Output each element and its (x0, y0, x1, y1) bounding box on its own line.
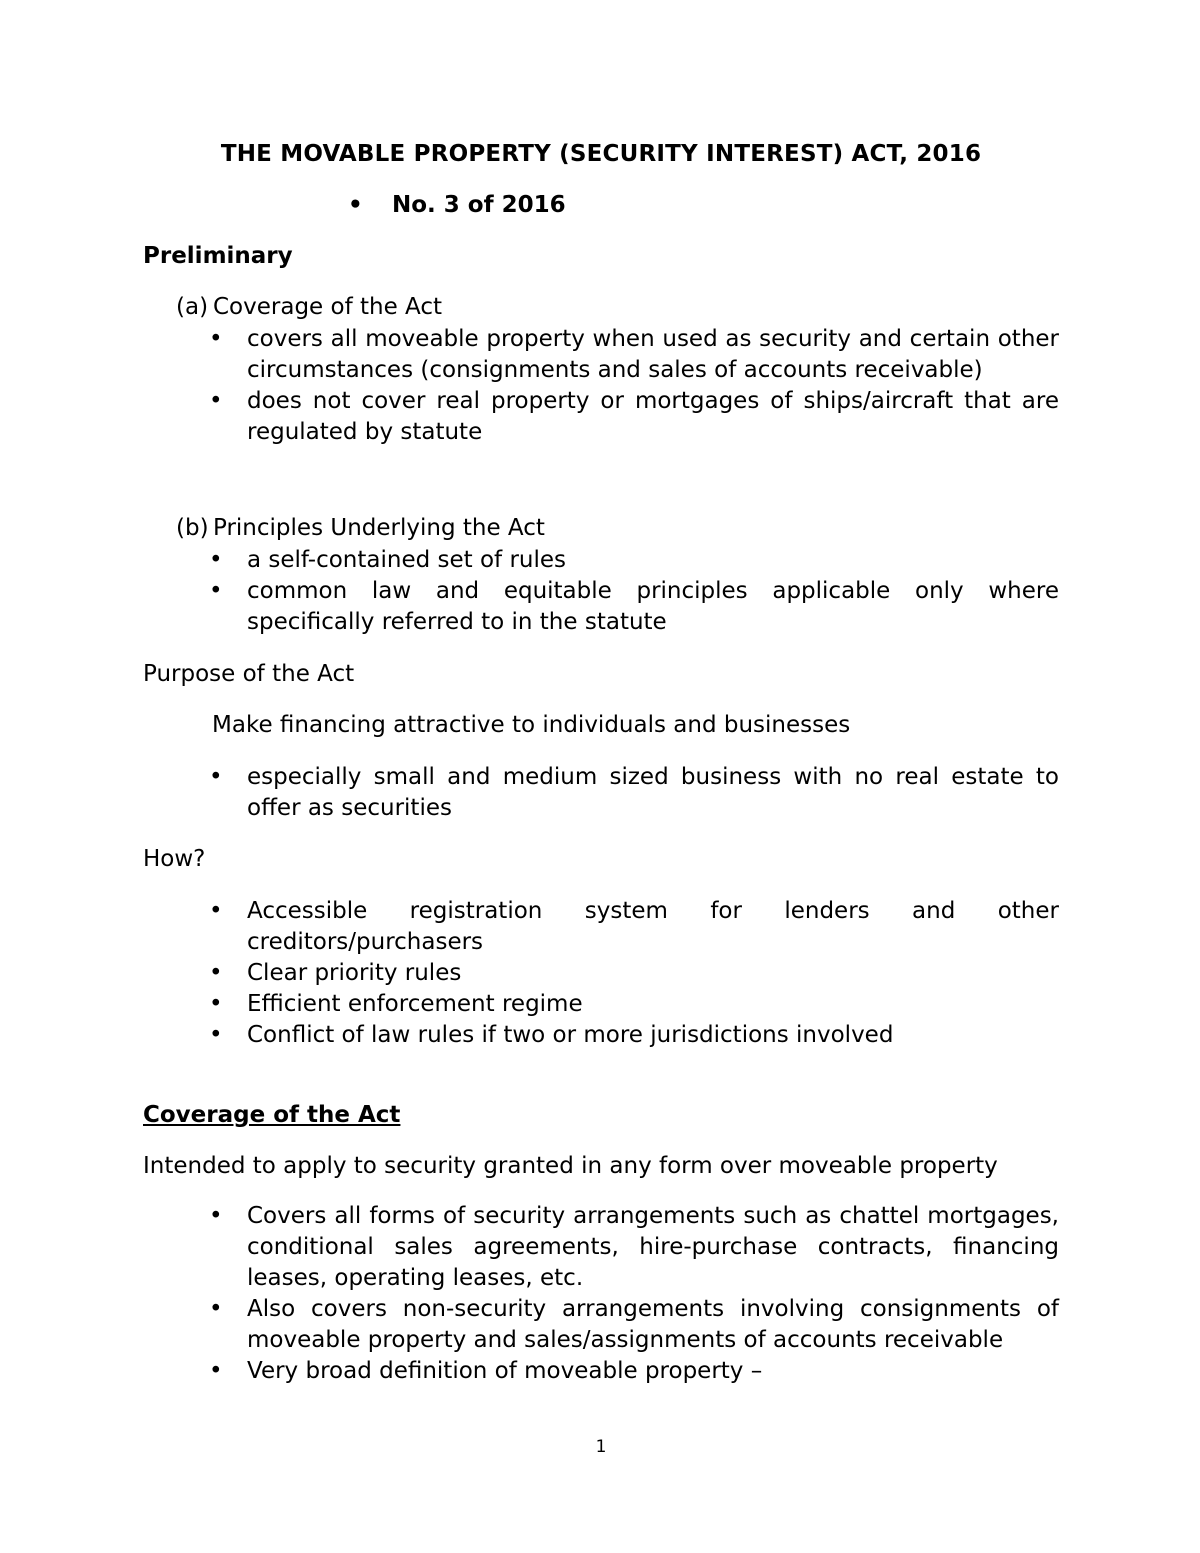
subsection-b-title (143, 513, 1092, 544)
bullet-icon: • (209, 388, 223, 414)
preliminary-heading: Preliminary (143, 243, 293, 269)
list-item: • Covers all forms of security arrangements such as chattel mortgages, conditional sales agreements, hire-purchase contracts, financing leases, operating leases, etc. (209, 1203, 1059, 1291)
list-item: • covers all moveable property when used as security and certain other circumstances (consignments and sales of accounts receivable) (209, 326, 1059, 383)
subsection-a-label: (a) (176, 294, 209, 320)
bullet-icon: • (209, 1296, 223, 1322)
how-bullet-list (143, 896, 1059, 1051)
bullet-icon: • (209, 991, 223, 1017)
purpose-heading: Purpose of the Act (143, 661, 355, 687)
list-item: • especially small and medium sized business with no real estate to offer as securities (209, 764, 1059, 821)
list-item: • Conflict of law rules if two or more jurisdictions involved (143, 1020, 1059, 1051)
how-heading: How? (143, 846, 206, 872)
coverage-bullet-list (143, 1201, 1059, 1387)
subsection-a-bullet-list (143, 324, 1059, 448)
bullet-icon: • (209, 547, 223, 573)
list-item: • Efficient enforcement regime (143, 989, 1059, 1020)
bullet-icon: • (209, 1358, 223, 1384)
subsection-a-title (143, 292, 1092, 323)
coverage-intro: Intended to apply to security granted in any form over moveable property (143, 1153, 998, 1179)
bullet-icon: • (348, 192, 363, 218)
bullet-icon: • (209, 1022, 223, 1048)
list-item: • Also covers non-security arrangements involving consignments of moveable property and sales/assignments of accounts receivable (209, 1296, 1059, 1353)
purpose-statement: Make financing attractive to individuals and businesses (212, 712, 851, 738)
list-item: • does not cover real property or mortgages of ships/aircraft that are regulated by statute (209, 388, 1059, 445)
act-number: No. 3 of 2016 (392, 192, 566, 218)
document-page (143, 0, 1059, 1553)
document-title: THE MOVABLE PROPERTY (SECURITY INTEREST) ACT, 2016 (220, 141, 982, 167)
subsection-a-text: Coverage of the Act (213, 294, 443, 320)
list-item: • Accessible registration system for lenders and other creditors/purchasers (209, 898, 1059, 955)
bullet-icon: • (209, 578, 223, 604)
bullet-icon: • (209, 960, 223, 986)
subsection-b-bullet-list (143, 545, 1059, 638)
purpose-bullet-list (143, 762, 1059, 824)
list-item: • common law and equitable principles applicable only where specifically referred to in the statute (209, 578, 1059, 635)
list-item: • Very broad definition of moveable property – (143, 1356, 1059, 1387)
coverage-heading: Coverage of the Act (143, 1102, 401, 1128)
bullet-icon: • (209, 764, 223, 790)
subsection-b-text: Principles Underlying the Act (213, 515, 545, 541)
bullet-icon: • (209, 1203, 223, 1229)
list-item: • Clear priority rules (143, 958, 1059, 989)
bullet-icon: • (209, 326, 223, 352)
page-number: 1 (595, 1437, 607, 1457)
bullet-icon: • (209, 898, 223, 924)
list-item: • a self-contained set of rules (143, 545, 1059, 576)
subsection-b-label: (b) (176, 515, 209, 541)
